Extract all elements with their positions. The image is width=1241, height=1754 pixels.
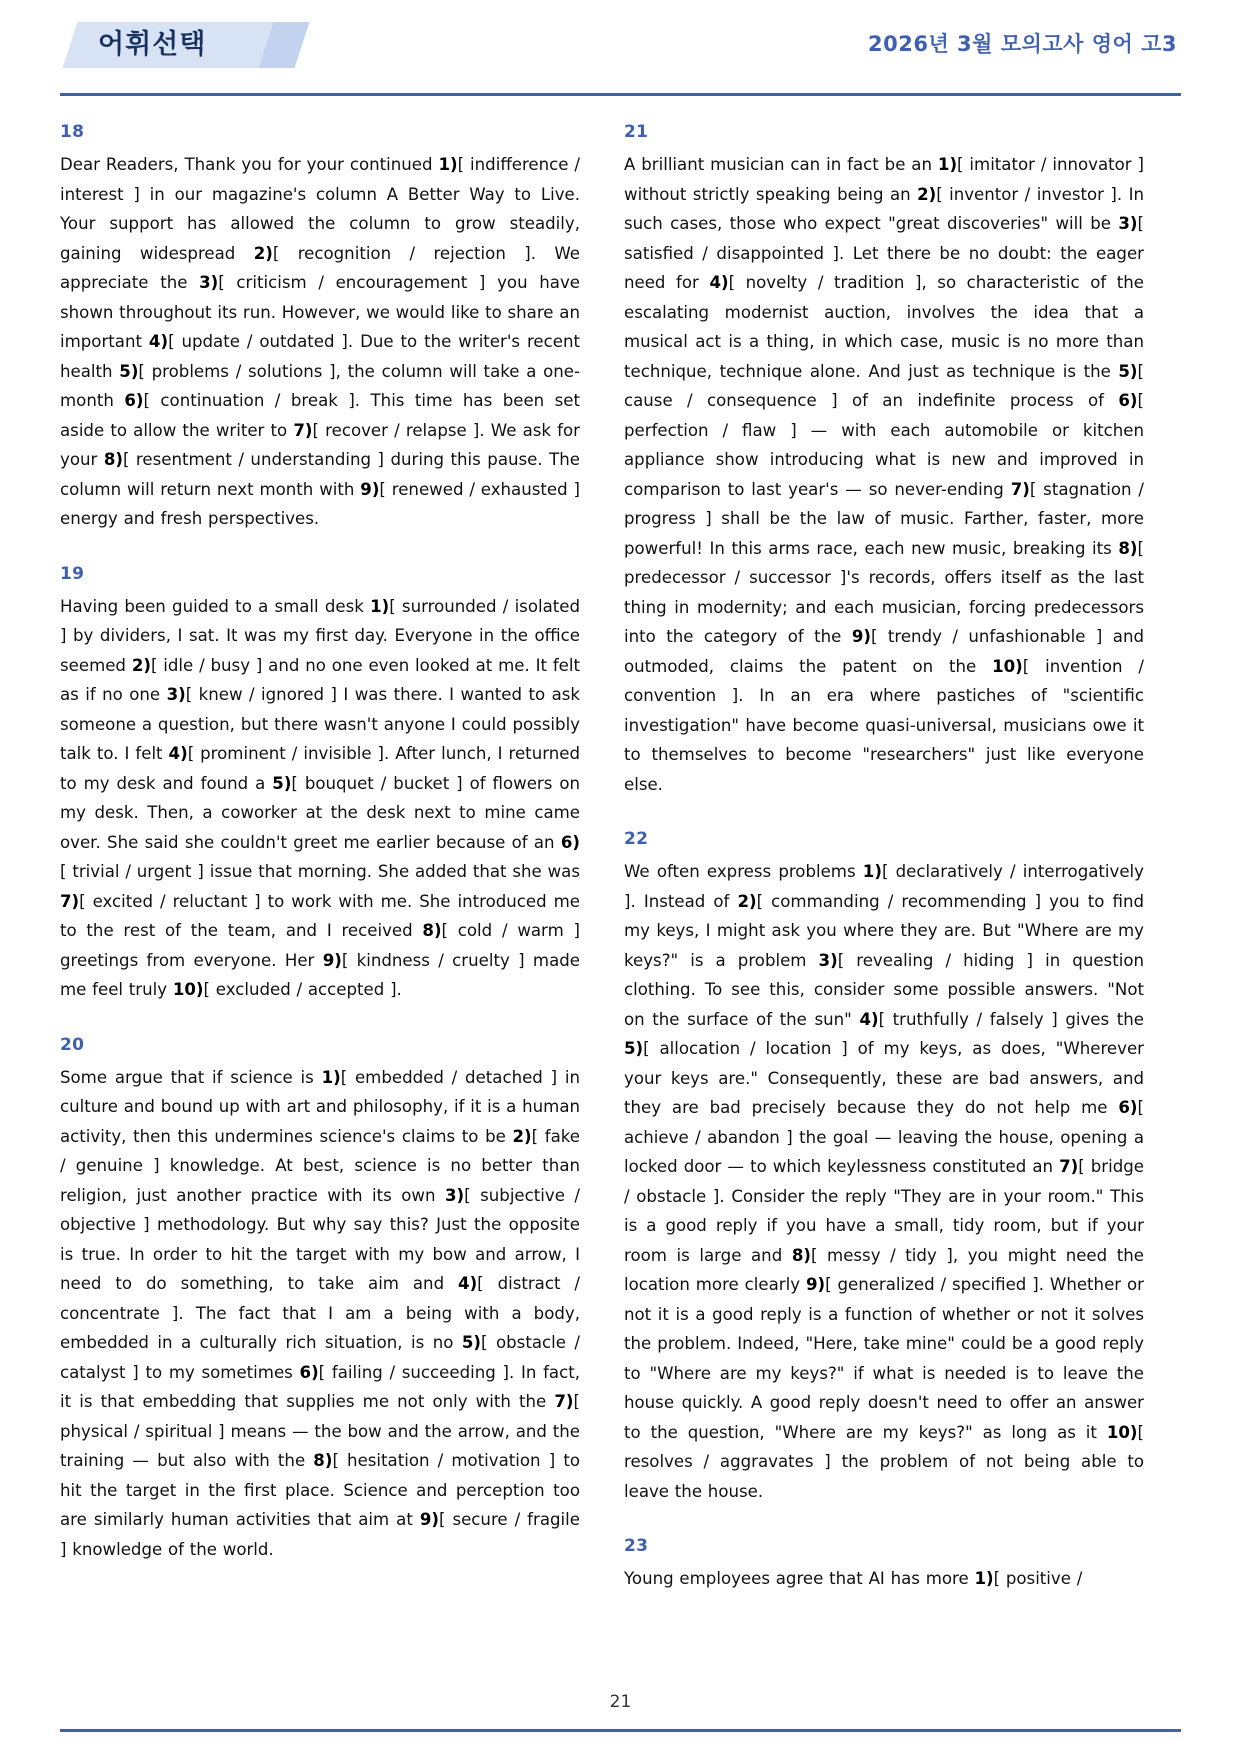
column-left	[60, 122, 580, 1594]
question-passage: Having been guided to a small desk 1)[ surrounded / isolated ] by dividers, I sat. It was my first day. Everyone in the office seemed 2)[ idle / busy ] and no one even looked at me. It felt as if no one 3)[ knew / ignored ] I was there. I wanted to ask someone a question, but there wasn't anyone I could possibly talk to. I felt 4)[ prominent / invisible ]. After lunch, I returned to my desk and found a 5)[ bouquet / bucket ] of flowers on my desk. Then, a coworker at the desk next to mine came over. She said she couldn't greet me earlier because of an 6)[ trivial / urgent ] issue that morning. She added that she was 7)[ excited / reluctant ] to work with me. She introduced me to the rest of the team, and I received 8)[ cold / warm ] greetings from everyone. Her 9)[ kindness / cruelty ] made me feel truly 10)[ excluded / accepted ].	[60, 596, 581, 999]
question-passage: Some argue that if science is 1)[ embedded / detached ] in culture and bound up with art and philosophy, if it is a human activity, then this undermines science's claims to be 2)[ fake / genuine ] knowledge. At best, science is no better than religion, just another practice with its own 3)[ subjective / objective ] methodology. But why say this? Just the opposite is true. In order to hit the target with my bow and arrow, I need to do something, to take aim and 4)[ distract / concentrate ]. The fact that I am a being with a body, embedded in a culturally rich situation, is no 5)[ obstacle / catalyst ] to my sometimes 6)[ failing / succeeding ]. In fact, it is that embedding that supplies me not only with the 7)[ physical / spiritual ] means — the bow and the arrow, and the training — but also with the 8)[ hesitation / motivation ] to hit the target in the first place. Science and perception too are similarly human activities that aim at 9)[ secure / fragile ] knowledge of the world.	[60, 1067, 581, 1559]
column-right	[624, 122, 1144, 1594]
question-number: 18	[60, 122, 85, 142]
question-block-19	[60, 564, 580, 1005]
passage-columns	[60, 122, 1181, 1594]
question-number: 22	[624, 829, 649, 849]
section-tag	[70, 22, 310, 68]
question-number: 21	[624, 122, 649, 142]
question-block-22	[624, 829, 1144, 1506]
question-block-18	[60, 122, 580, 534]
question-block-23	[624, 1536, 1144, 1594]
question-number: 23	[624, 1536, 649, 1556]
question-block-21	[624, 122, 1144, 799]
question-passage: We often express problems 1)[ declaratively / interrogatively ]. Instead of 2)[ commanding / recommending ] you to find my keys, I might ask you where they are. But "Where are my keys?" is a problem 3)[ revealing / hiding ] in question clothing. To see this, consider some possible answers. "Not on the surface of the sun" 4)[ truthfully / falsely ] gives the 5)[ allocation / location ] of my keys, as does, "Wherever your keys are." Consequently, these are bad answers, and they are bad precisely because they do not help me 6)[ achieve / abandon ] the goal — leaving the house, opening a locked door — to which keylessness constituted an 7)[ bridge / obstacle ]. Consider the reply "They are in your room." This is a good reply if you have a small, tidy room, but if your room is large and 8)[ messy / tidy ], you might need the location more clearly 9)[ generalized / specified ]. Whether or not it is a good reply is a function of whether or not it solves the problem. Indeed, "Here, take mine" could be a good reply to "Where are my keys?" if what is needed is to leave the house quickly. A good reply doesn't need to offer an answer to the question, "Where are my keys?" as long as it 10)[ resolves / aggravates ] the problem of not being able to leave the house.	[624, 862, 1144, 1501]
page-number: 21	[609, 1692, 632, 1712]
footer-divider	[60, 1729, 1181, 1732]
question-passage: A brilliant musician can in fact be an 1)[ imitator / innovator ] without strictly speaking being an 2)[ inventor / investor ]. In such cases, those who expect "great discoveries" will be 3)[ satisfied / disappointed ]. Let there be no doubt: the eager need for 4)[ novelty / tradition ], so characteristic of the escalating modernist auction, involves the idea that a musical act is a thing, in which case, music is no more than technique, technique alone. And just as technique is the 5)[ cause / consequence ] of an indefinite process of 6)[ perfection / flaw ] — with each automobile or kitchen appliance show introducing what is new and improved in comparison to last year's — so never-ending 7)[ stagnation / progress ] shall be the law of music. Farther, faster, more powerful! In this arms race, each new music, breaking its 8)[ predecessor / successor ]'s records, offers itself as the last thing in modernity; and each musician, forcing predecessors into the category of the 9)[ trendy / unfashionable ] and outmoded, claims the patent on the 10)[ invention / convention ]. In an era where pastiches of "scientific investigation" have become quasi-universal, musicians owe it to themselves to become "researchers" just like everyone else.	[624, 155, 1144, 794]
page-header	[60, 0, 1181, 96]
question-number: 19	[60, 563, 85, 584]
question-block-20	[60, 1035, 580, 1565]
page-footer	[0, 1692, 1241, 1712]
question-passage: Young employees agree that AI has more 1)[ positive /	[624, 1569, 1083, 1588]
exam-title: 2026년 3월 모의고사 영어 고3	[868, 32, 1177, 56]
question-number: 20	[60, 1034, 85, 1055]
section-tag-label: 어휘선택	[98, 29, 207, 60]
question-passage: Dear Readers, Thank you for your continued 1)[ indifference / interest ] in our magazine's column A Better Way to Live. Your support has allowed the column to grow steadily, gaining widespread 2)[ recognition / rejection ]. We appreciate the 3)[ criticism / encouragement ] you have shown throughout its run. However, we would like to share an important 4)[ update / outdated ]. Due to the writer's recent health 5)[ problems / solutions ], the column will take a one-month 6)[ continuation / break ]. This time has been set aside to allow the writer to 7)[ recover / relapse ]. We ask for your 8)[ resentment / understanding ] during this pause. The column will return next month with 9)[ renewed / exhausted ] energy and fresh perspectives.	[60, 155, 581, 528]
